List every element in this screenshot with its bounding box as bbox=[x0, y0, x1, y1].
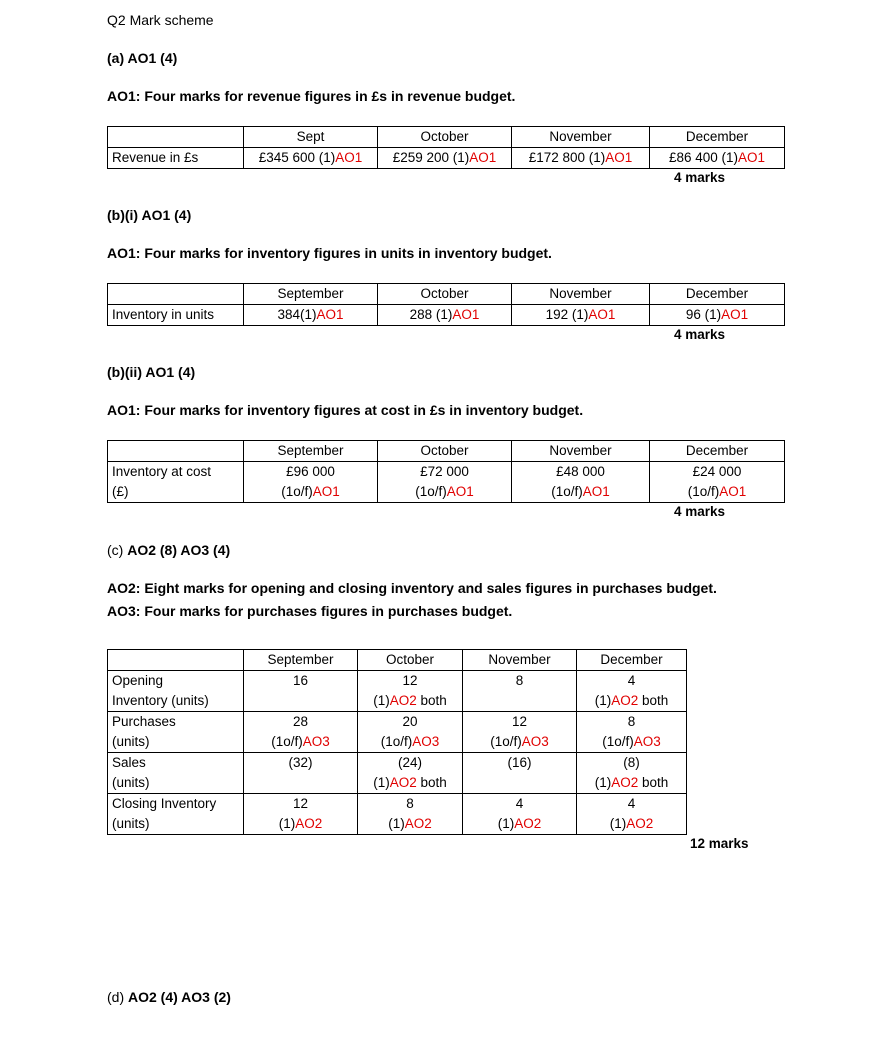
table-row bbox=[108, 305, 785, 326]
table-cell: 8 (1)AO2 bbox=[358, 794, 463, 835]
section-d-heading: (d) AO2 (4) AO3 (2) bbox=[107, 989, 231, 1005]
row-label: Sales (units) bbox=[108, 753, 244, 794]
table-cell: 8 bbox=[463, 671, 577, 712]
table-cell: 12 (1)AO2 bbox=[244, 794, 358, 835]
table-corner bbox=[108, 650, 244, 671]
row-label: Purchases (units) bbox=[108, 712, 244, 753]
table-header: September bbox=[244, 284, 378, 305]
table-cell: (24) (1)AO2 both bbox=[358, 753, 463, 794]
table-header: October bbox=[378, 284, 512, 305]
table-header: October bbox=[358, 650, 463, 671]
section-c-description-ao2: AO2: Eight marks for opening and closing inventory and sales figures in purchases budget. bbox=[107, 580, 717, 596]
table-corner bbox=[108, 441, 244, 462]
inventory-units-table bbox=[107, 283, 785, 326]
revenue-table bbox=[107, 126, 785, 169]
table-cell: 20 (1o/f)AO3 bbox=[358, 712, 463, 753]
table-cell: £172 800 (1)AO1 bbox=[512, 148, 650, 169]
table-cell: 8 (1o/f)AO3 bbox=[577, 712, 687, 753]
table-header-row bbox=[108, 441, 785, 462]
table-header: Sept bbox=[244, 127, 378, 148]
inventory-cost-table bbox=[107, 440, 785, 503]
table-cell: 12 (1)AO2 both bbox=[358, 671, 463, 712]
table-header: November bbox=[512, 441, 650, 462]
table-cell: 384(1)AO1 bbox=[244, 305, 378, 326]
section-bi-description: AO1: Four marks for inventory figures in units in inventory budget. bbox=[107, 245, 552, 261]
table-header-row bbox=[108, 650, 687, 671]
table-header: October bbox=[378, 127, 512, 148]
table-cell: (8) (1)AO2 both bbox=[577, 753, 687, 794]
table-header: December bbox=[577, 650, 687, 671]
table-header: September bbox=[244, 441, 378, 462]
marks-label: 4 marks bbox=[674, 504, 726, 519]
marks-label: 4 marks bbox=[674, 327, 726, 342]
table-cell: 192 (1)AO1 bbox=[512, 305, 650, 326]
table-cell: 4 (1)AO2 both bbox=[577, 671, 687, 712]
marks-label: 4 marks bbox=[674, 170, 726, 185]
table-header: November bbox=[463, 650, 577, 671]
table-row bbox=[108, 462, 785, 503]
section-c-heading: (c) AO2 (8) AO3 (4) bbox=[107, 542, 231, 558]
table-cell: 288 (1)AO1 bbox=[378, 305, 512, 326]
table-header: December bbox=[650, 441, 785, 462]
row-label: Opening Inventory (units) bbox=[108, 671, 244, 712]
table-row bbox=[108, 712, 687, 753]
marks-label: 12 marks bbox=[690, 836, 749, 851]
section-a-heading: (a) AO1 (4) bbox=[107, 50, 178, 66]
table-header: December bbox=[650, 127, 785, 148]
table-header: November bbox=[512, 284, 650, 305]
table-cell: £48 000 (1o/f)AO1 bbox=[512, 462, 650, 503]
section-bii-description: AO1: Four marks for inventory figures at cost in £s in inventory budget. bbox=[107, 402, 584, 418]
table-row bbox=[108, 753, 687, 794]
table-cell: £24 000 (1o/f)AO1 bbox=[650, 462, 785, 503]
table-header: December bbox=[650, 284, 785, 305]
table-cell: 16 bbox=[244, 671, 358, 712]
table-header-row bbox=[108, 284, 785, 305]
table-header: September bbox=[244, 650, 358, 671]
table-row bbox=[108, 148, 785, 169]
table-cell: 96 (1)AO1 bbox=[650, 305, 785, 326]
table-cell: (16) bbox=[463, 753, 577, 794]
table-cell: 4 (1)AO2 bbox=[463, 794, 577, 835]
row-label: Revenue in £s bbox=[108, 148, 244, 169]
purchases-budget-table bbox=[107, 649, 687, 835]
table-cell: 4 (1)AO2 bbox=[577, 794, 687, 835]
table-cell: 12 (1o/f)AO3 bbox=[463, 712, 577, 753]
section-bii-heading: (b)(ii) AO1 (4) bbox=[107, 364, 196, 380]
table-cell: 28 (1o/f)AO3 bbox=[244, 712, 358, 753]
table-cell: £259 200 (1)AO1 bbox=[378, 148, 512, 169]
table-cell: £345 600 (1)AO1 bbox=[244, 148, 378, 169]
table-row bbox=[108, 671, 687, 712]
table-cell: £86 400 (1)AO1 bbox=[650, 148, 785, 169]
table-row bbox=[108, 794, 687, 835]
table-cell: £72 000 (1o/f)AO1 bbox=[378, 462, 512, 503]
row-label: Inventory in units bbox=[108, 305, 244, 326]
section-c-description-ao3: AO3: Four marks for purchases figures in purchases budget. bbox=[107, 603, 513, 619]
row-label: Closing Inventory (units) bbox=[108, 794, 244, 835]
section-a-description: AO1: Four marks for revenue figures in £s in revenue budget. bbox=[107, 88, 516, 104]
table-cell: (32) bbox=[244, 753, 358, 794]
section-bi-heading: (b)(i) AO1 (4) bbox=[107, 207, 192, 223]
row-label: Inventory at cost (£) bbox=[108, 462, 244, 503]
table-corner bbox=[108, 127, 244, 148]
table-header: November bbox=[512, 127, 650, 148]
page-title: Q2 Mark scheme bbox=[107, 12, 214, 28]
table-header: October bbox=[378, 441, 512, 462]
table-corner bbox=[108, 284, 244, 305]
table-header-row bbox=[108, 127, 785, 148]
table-cell: £96 000 (1o/f)AO1 bbox=[244, 462, 378, 503]
